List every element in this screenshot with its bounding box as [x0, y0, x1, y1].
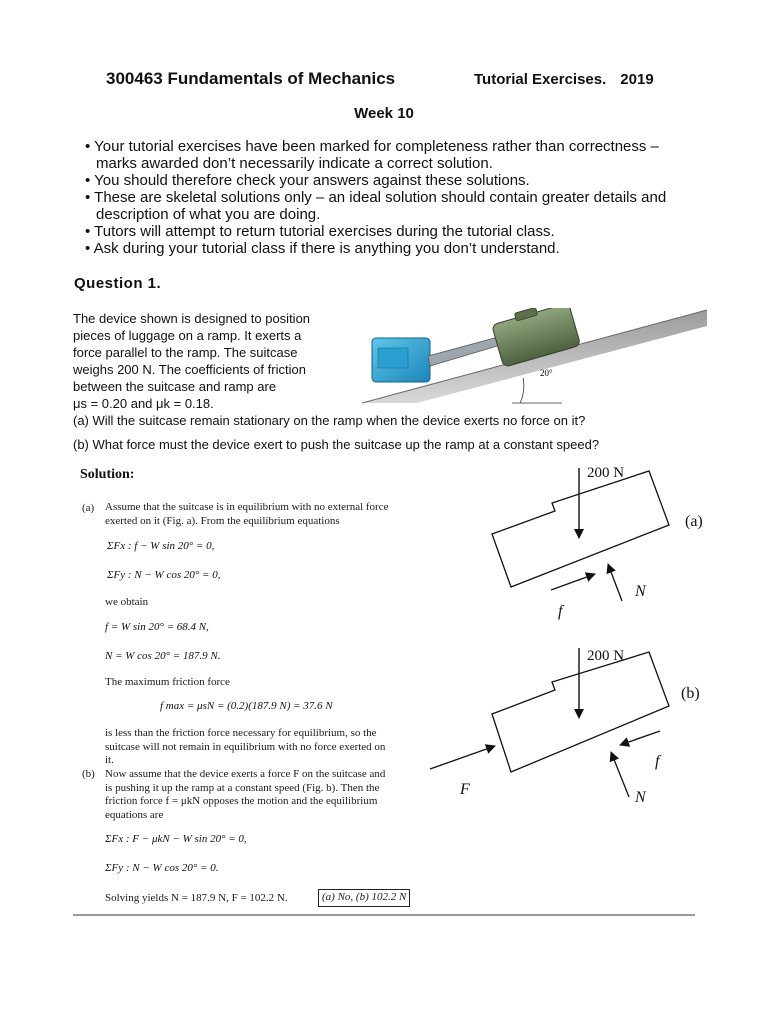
question-part-b: (b) What force must the device exert to push the suitcase up the ramp at a constant speed? — [73, 437, 600, 452]
course-title: 300463 Fundamentals of Mechanics — [106, 69, 396, 88]
note-item: • Your tutorial exercises have been marked for completeness rather than correctness – marks awarded don’t necessarily indicate a correct solution. — [85, 138, 659, 172]
equation-sum-fy: ΣFy : N − W cos 20° = 0, — [107, 569, 221, 581]
solving-text: Solving yields N = 187.9 N, F = 102.2 N. — [105, 892, 288, 904]
normal-label-a: N — [635, 583, 646, 600]
note-item: • Tutors will attempt to return tutorial exercises during the tutorial class. — [85, 223, 555, 240]
max-friction-text: The maximum friction force — [105, 676, 230, 688]
question-heading: Question 1. — [74, 275, 162, 292]
we-obtain-text: we obtain — [105, 596, 149, 608]
equation-friction: f = W sin 20° = 68.4 N, — [105, 621, 209, 633]
equation-normal: N = W cos 20° = 187.9 N. — [105, 650, 221, 662]
week-label: Week 10 — [354, 105, 414, 122]
equation-sum-fx-b: ΣFx : F − μkN − W sin 20° = 0, — [105, 833, 247, 845]
bottom-rule — [73, 914, 695, 916]
tutorial-text: Tutorial Exercises. — [474, 71, 607, 88]
free-body-diagram-a — [425, 458, 725, 633]
weight-label-a: 200 N — [587, 465, 625, 481]
question-intro: The device shown is designed to position pieces of luggage on a ramp. It exerts a force parallel to the ramp. The suitcase weighs 200 N. The coefficients of friction between the suitcase and ramp are μs = 0.20 and μk = 0.18. — [73, 311, 311, 411]
luggage-device-illustration — [362, 308, 707, 408]
equation-sum-fx: ΣFx : f − W sin 20° = 0, — [107, 540, 215, 552]
part-b-label: (b) — [82, 768, 95, 780]
figure-tag-b: (b) — [681, 685, 700, 702]
answer-box: (a) No, (b) 102.2 N — [318, 889, 410, 907]
normal-label-b: N — [635, 789, 646, 806]
tutorial-label — [474, 71, 654, 88]
free-body-diagram-b — [425, 642, 725, 817]
figure-tag-a: (a) — [685, 513, 703, 530]
note-item: • These are skeletal solutions only – an ideal solution should contain greater details and description of what you are doing. — [85, 189, 667, 223]
equation-max-friction: f max = μsN = (0.2)(187.9 N) = 37.6 N — [160, 700, 333, 712]
angle-label: 20° — [540, 368, 553, 378]
year: 2019 — [620, 71, 654, 88]
friction-label-a: f — [558, 603, 563, 620]
part-a-conclusion: is less than the friction force necessary for equilibrium, so the suitcase will not remain in equilibrium with no force exerted on it. — [105, 727, 386, 766]
solution-heading: Solution: — [80, 467, 135, 482]
note-item: • You should therefore check your answers against these solutions. — [85, 172, 530, 189]
question-part-a: (a) Will the suitcase remain stationary on the ramp when the device exerts no force on it? — [73, 413, 586, 428]
note-item: • Ask during your tutorial class if there is anything you don’t understand. — [85, 240, 560, 257]
applied-force-label-b: F — [460, 781, 470, 798]
weight-label-b: 200 N — [587, 648, 625, 664]
notes-list — [72, 138, 692, 257]
part-b-text: Now assume that the device exerts a force F on the suitcase and is pushing it up the ramp at a constant speed (Fig. b). Then the friction force f = μkN opposes the motion and the equilibrium equations are — [105, 768, 386, 821]
friction-label-b: f — [655, 753, 660, 770]
equation-sum-fy-b: ΣFy : N − W cos 20° = 0. — [105, 862, 219, 874]
part-a-label: (a) — [82, 502, 95, 514]
part-a-text: Assume that the suitcase is in equilibrium with no external force exerted on it (Fig. a). From the equilibrium equations — [105, 501, 389, 527]
